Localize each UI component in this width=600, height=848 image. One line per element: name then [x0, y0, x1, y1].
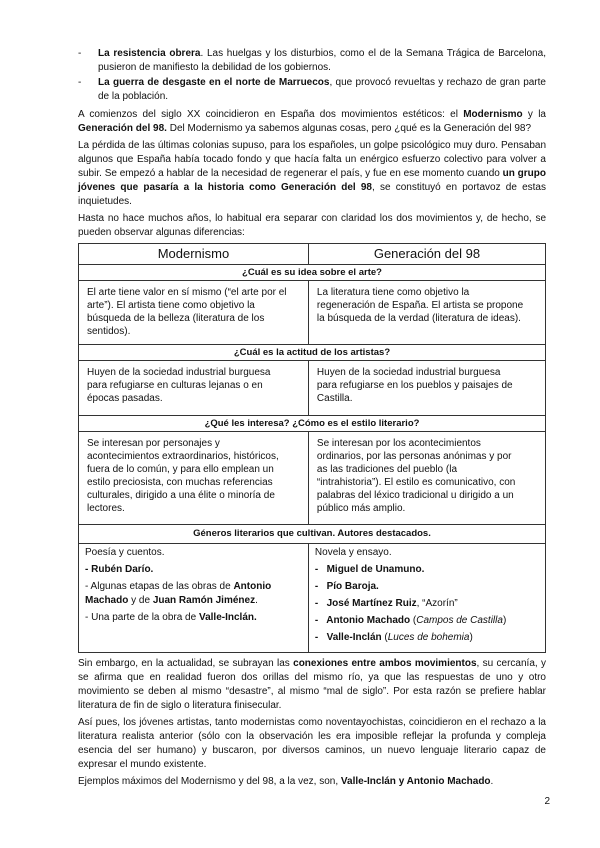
outro-paragraph-1: Sin embargo, en la actualidad, se subrayan las conexiones entre ambos movimientos, su cercanía, y se afirma que en realidad fueron dos orillas del mismo río, ya que las respuestas de uno y otro movimiento se deben al mismo “desastre”, al mismo “mal de siglo”. Por esta razón se prefiere hablar literatura de fin de siglo o literatura finisecular. [78, 658, 547, 711]
bullet-item [78, 47, 546, 75]
document-page [78, 47, 546, 792]
question-row: ¿Cuál es la actitud de los artistas? [79, 345, 546, 361]
outro-paragraph-2: Así pues, los jóvenes artistas, tanto modernistas como noventayochistas, coincidieron en el rechazo a la literatura realista anterior (sólo con la observación les era imposible reflejar la profunda y compleja esencia del ser humano) y buscaron, por diversos caminos, un nuevo lenguaje literario capaz de expresar el mundo existente. [78, 717, 546, 770]
genres-cell-right: Novela y ensayo. - Miguel de Unamuno. - Pío Baroja. - José Martínez Ruiz, “Azorín” - Antonio Machado (Campos de Castilla) - Valle-Inclán (Luces de bohemia) [308, 544, 545, 653]
intro-paragraph-2: La pérdida de las últimas colonias supuso, para los españoles, un golpe psicológico muy duro. Pensaban algunos que España había tocado fondo y que hacía falta un enérgico esfuerzo colectivo para volver a subir. Se empezó a hablar de la necesidad de regenerar el país, y fue en ese momento cuando un grupo jóvenes que pasaría a la historia como Generación del 98, se constituyó en portavoz de estas inquietudes. [78, 140, 546, 207]
bullet-text: , que provocó revueltas y rechazo de gran parte de la población. [98, 77, 546, 102]
answer-cell-right: La literatura tiene como objetivo la regeneración de España. El artista se propone la búsqueda de la verdad (literatura de ideas). [308, 281, 545, 345]
bullet-bold: La resistencia obrera [98, 48, 201, 59]
answer-cell-right: Huyen de la sociedad industrial burguesa para refugiarse en los pueblos y paisajes de Castilla. [308, 361, 545, 416]
column-header-modernismo: Modernismo [79, 244, 309, 265]
intro-paragraph-3: Hasta no hace muchos años, lo habitual era separar con claridad los dos movimientos y, de hecho, se pueden observar algunas diferencias: [78, 213, 546, 238]
intro-paragraph-1: A comienzos del siglo XX coincidieron en España dos movimientos estéticos: el Modernismo y la Generación del 98. Del Modernismo ya sabemos algunas cosas, pero ¿qué es la Generación del 98? [78, 109, 546, 134]
answer-cell-left: Huyen de la sociedad industrial burguesa para refugiarse en culturas lejanas o en épocas pasadas. [79, 361, 309, 416]
question-row: ¿Qué les interesa? ¿Cómo es el estilo literario? [79, 416, 546, 432]
comparison-table [78, 243, 546, 653]
genres-cell-left: Poesía y cuentos. - Rubén Darío. - Algunas etapas de las obras de Antonio Machado y de Juan Ramón Jiménez. - Una parte de la obra de Valle-Inclán. [79, 544, 309, 653]
bullet-text: . Las huelgas y los disturbios, como el de la Semana Trágica de Barcelona, pusieron de manifiesto la debilidad de los gobiernos. [98, 48, 547, 73]
question-row: Géneros literarios que cultivan. Autores destacados. [79, 525, 546, 544]
bullet-item [78, 76, 546, 104]
outro-paragraph-3: Ejemplos máximos del Modernismo y del 98, a la vez, son, Valle-Inclán y Antonio Machado. [78, 776, 494, 787]
bullet-dash: - [78, 77, 82, 88]
column-header-generacion-98: Generación del 98 [308, 244, 545, 265]
bullet-dash: - [78, 48, 82, 59]
question-row: ¿Cuál es su idea sobre el arte? [79, 265, 546, 281]
answer-cell-right: Se interesan por los acontecimientos ordinarios, por las personas anónimas y por as las tradiciones del pueblo (la “intrahistoria”). El estilo es comunicativo, con palabras del léxico tradicional u dirigido a un público más amplio. [308, 432, 545, 525]
page-number: 2 [544, 796, 550, 807]
answer-cell-left: Se interesan por personajes y acontecimientos extraordinarios, históricos, fuera de lo común, y para ello emplean un estilo preciosista, con muchas referencias culturales, dirigido a una élite o minoría de lectores. [79, 432, 309, 525]
bullet-bold: La guerra de desgaste en el norte de Marruecos [98, 77, 330, 88]
answer-cell-left: El arte tiene valor en sí mismo (“el arte por el arte”). El artista tiene como objetivo la búsqueda de la belleza (literatura de los sentidos). [79, 281, 309, 345]
